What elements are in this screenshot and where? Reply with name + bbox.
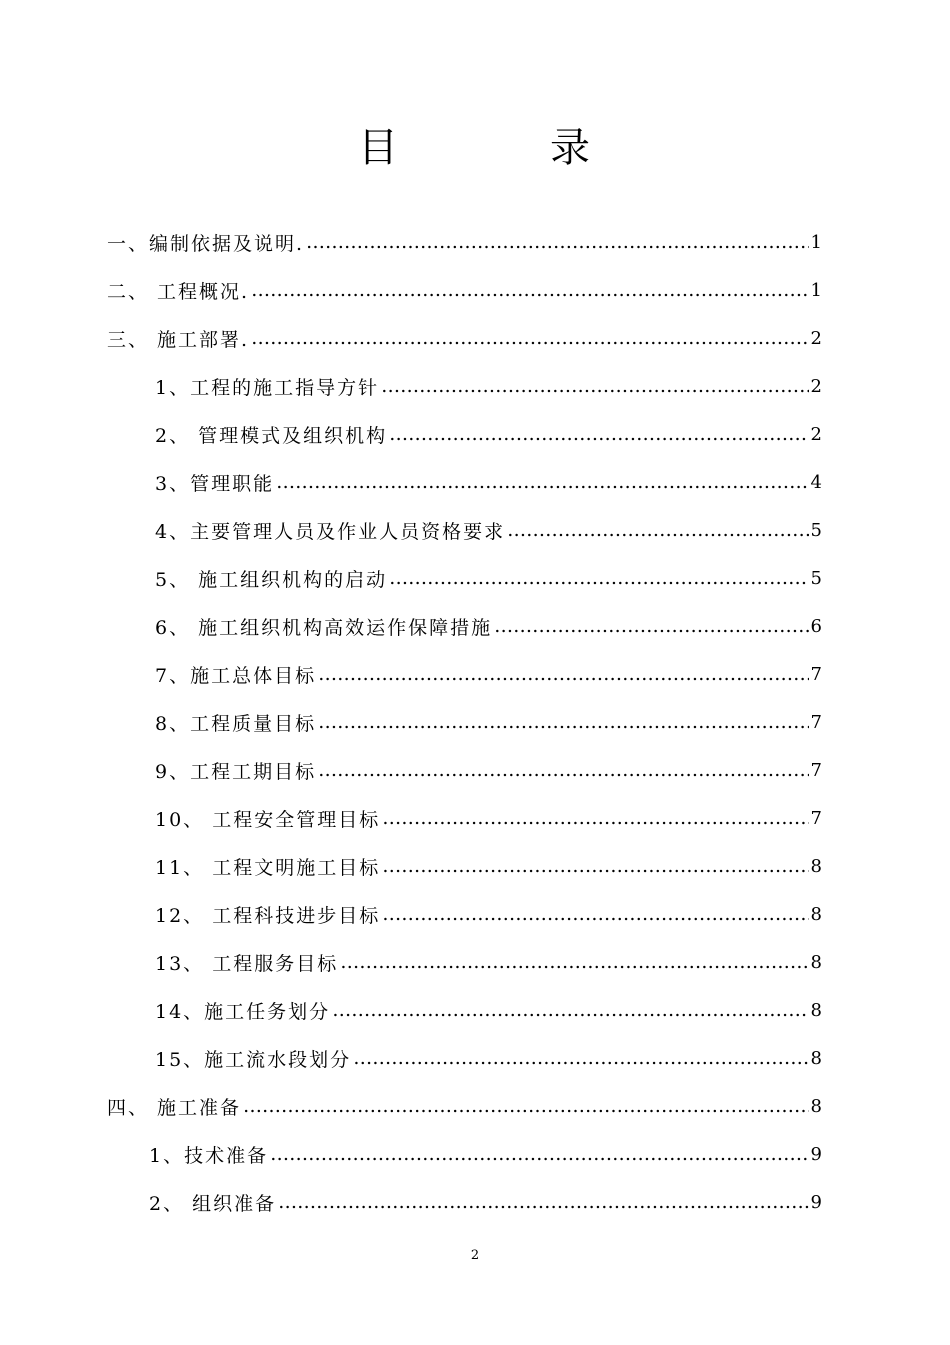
toc-leader-dots [276, 462, 808, 502]
toc-entry-label: 3、管理职能 [155, 472, 275, 495]
toc-entry-label: 四、 施工准备 [107, 1096, 242, 1119]
toc-entry-label: 1、技术准备 [149, 1144, 269, 1167]
toc-entry[interactable] [0, 654, 950, 694]
toc-entry-page: 7 [810, 807, 822, 829]
toc-entry-label: 14、施工任务划分 [155, 1000, 331, 1023]
toc-entry-label: 4、主要管理人员及作业人员资格要求 [155, 520, 506, 543]
toc-entry-page: 8 [810, 1095, 822, 1117]
toc-entry-label: 8、工程质量目标 [155, 712, 317, 735]
toc-entry-label: 11、 工程文明施工目标 [155, 856, 381, 879]
title-char-right: 录 [550, 125, 592, 171]
toc-entry[interactable] [0, 366, 950, 406]
toc-entry-page: 8 [810, 999, 822, 1021]
toc-entry-label: 1、工程的施工指导方针 [155, 376, 380, 399]
toc-entry-label: 2、 组织准备 [149, 1192, 277, 1215]
toc-entry-page: 8 [810, 951, 822, 973]
toc-entry-page: 8 [810, 855, 822, 877]
toc-entry[interactable] [0, 942, 950, 982]
toc-entry-page: 9 [810, 1143, 822, 1165]
toc-leader-dots [507, 510, 808, 550]
toc-leader-dots [382, 798, 808, 838]
page-title [0, 116, 950, 173]
toc-entry[interactable] [0, 606, 950, 646]
toc-entry-page: 8 [810, 1047, 822, 1069]
toc-entry-page: 7 [810, 759, 822, 781]
toc-leader-dots [382, 894, 808, 934]
toc-leader-dots [389, 414, 808, 454]
toc-entry-label: 一、编制依据及说明. [107, 232, 305, 255]
toc-entry-label: 二、 工程概况. [107, 280, 250, 303]
page-number: 2 [470, 1248, 480, 1263]
toc-entry-label: 6、 施工组织机构高效运作保障措施 [155, 616, 493, 639]
toc-entry-label: 7、施工总体目标 [155, 664, 317, 687]
toc-entry-label: 2、 管理模式及组织机构 [155, 424, 388, 447]
toc-leader-dots [340, 942, 808, 982]
toc-entry-page: 2 [810, 327, 822, 349]
toc-leader-dots [270, 1134, 808, 1174]
toc-leader-dots [318, 750, 808, 790]
toc-entry-page: 6 [810, 615, 822, 637]
toc-leader-dots [251, 318, 808, 358]
toc-leader-dots [243, 1086, 809, 1126]
toc-entry-page: 7 [810, 711, 822, 733]
toc-entry[interactable] [0, 1038, 950, 1078]
toc-entry-label: 15、施工流水段划分 [155, 1048, 352, 1071]
toc-entry-label: 5、 施工组织机构的启动 [155, 568, 388, 591]
title-char-left: 目 [358, 125, 400, 171]
toc-entry[interactable] [0, 462, 950, 502]
toc-leader-dots [306, 222, 809, 262]
toc-entry[interactable] [0, 846, 950, 886]
toc-entry-page: 2 [810, 423, 822, 445]
toc-leader-dots [381, 366, 808, 406]
toc-entry-label: 10、 工程安全管理目标 [155, 808, 381, 831]
toc-leader-dots [382, 846, 808, 886]
toc-entry[interactable] [0, 558, 950, 598]
toc-entry[interactable] [0, 510, 950, 550]
toc-entry-label: 三、 施工部署. [107, 328, 250, 351]
toc-leader-dots [278, 1182, 808, 1222]
toc-entry-page: 8 [810, 903, 822, 925]
toc-entry[interactable] [0, 750, 950, 790]
toc-leader-dots [251, 270, 808, 310]
toc-entry[interactable] [0, 894, 950, 934]
toc-entry-label: 9、工程工期目标 [155, 760, 317, 783]
toc-leader-dots [318, 702, 808, 742]
toc-entry-label: 12、 工程科技进步目标 [155, 904, 381, 927]
toc-entry[interactable] [0, 990, 950, 1030]
toc-entry-page: 5 [810, 567, 822, 589]
toc-entry[interactable] [0, 1086, 950, 1126]
toc-leader-dots [353, 1038, 808, 1078]
table-of-contents [0, 218, 950, 1238]
toc-entry-label: 13、 工程服务目标 [155, 952, 339, 975]
toc-entry[interactable] [0, 318, 950, 358]
toc-entry[interactable] [0, 1134, 950, 1174]
toc-leader-dots [494, 606, 808, 646]
toc-entry[interactable] [0, 702, 950, 742]
toc-entry-page: 1 [810, 231, 822, 253]
toc-entry-page: 1 [810, 279, 822, 301]
toc-leader-dots [318, 654, 808, 694]
toc-entry[interactable] [0, 1182, 950, 1222]
toc-entry-page: 2 [810, 375, 822, 397]
toc-leader-dots [332, 990, 808, 1030]
toc-entry-page: 5 [810, 519, 822, 541]
toc-leader-dots [389, 558, 808, 598]
toc-entry-page: 7 [810, 663, 822, 685]
toc-entry[interactable] [0, 222, 950, 262]
toc-entry-page: 9 [810, 1191, 822, 1213]
toc-entry-page: 4 [810, 471, 822, 493]
toc-entry[interactable] [0, 798, 950, 838]
toc-entry[interactable] [0, 414, 950, 454]
toc-entry[interactable] [0, 270, 950, 310]
